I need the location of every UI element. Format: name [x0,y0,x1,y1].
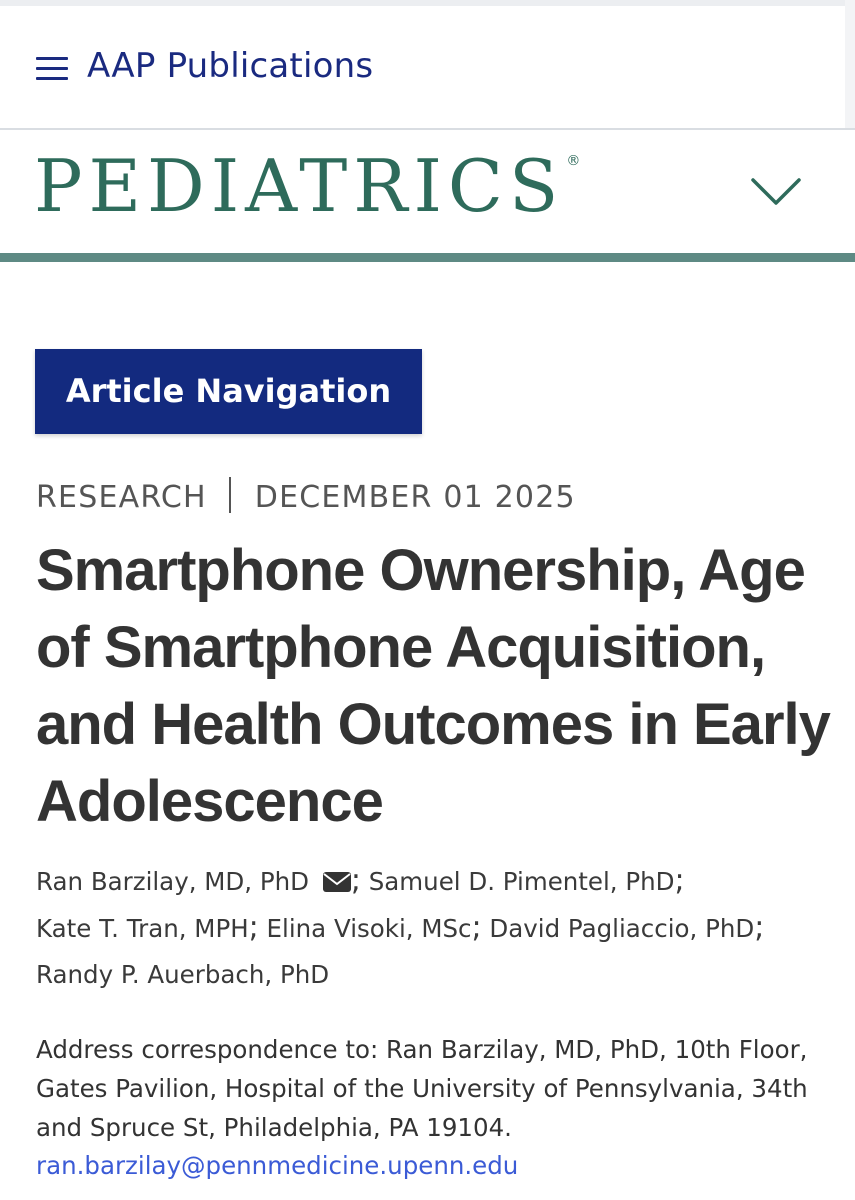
author-link[interactable]: Randy P. Auerbach, PhD [36,960,330,989]
article-navigation-button[interactable]: Article Navigation [35,349,422,434]
journal-name: PEDIATRICS [34,144,565,228]
author-link[interactable]: Kate T. Tran, MPH [36,914,249,943]
journal-logo[interactable] [34,144,580,228]
author-link[interactable]: Elina Visoki, MSc [266,914,472,943]
author-link[interactable]: Samuel D. Pimentel, PhD [368,867,675,896]
correspondence-email-link[interactable]: ran.barzilay@pennmedicine.upenn.edu [36,1151,519,1180]
journal-header [0,130,855,252]
author-link[interactable]: David Pagliaccio, PhD [489,914,755,943]
hamburger-menu-icon[interactable] [36,56,70,82]
publication-date: DECEMBER 01 2025 [254,480,576,515]
author-separator: ; [471,910,482,945]
envelope-icon[interactable] [323,872,351,892]
author-separator: ; [248,910,259,945]
author-separator: ; [674,863,685,898]
registered-mark: ® [566,153,581,169]
chevron-down-icon[interactable] [748,174,804,210]
publisher-link[interactable]: AAP Publications [87,46,374,86]
author-list [36,858,836,998]
article-title: Smartphone Ownership, Age of Smartphone Acquisition, and Health Outcomes in Early Adolescence [36,538,830,834]
correspondence-address: Address correspondence to: Ran Barzilay, MD, PhD, 10th Floor, Gates Pavilion, Hospital of the University of Pennsylvania, 34th and Spruce St, Philadelphia, PA 19104. [36,1035,808,1142]
meta-divider [229,477,231,513]
author-separator: ; [754,910,765,945]
article-type: RESEARCH [36,480,207,515]
publisher-header [0,6,855,128]
journal-divider [0,253,855,262]
article-meta [36,477,576,515]
author-separator: ; [350,863,361,898]
author-link[interactable]: Ran Barzilay, MD, PhD [36,867,310,896]
